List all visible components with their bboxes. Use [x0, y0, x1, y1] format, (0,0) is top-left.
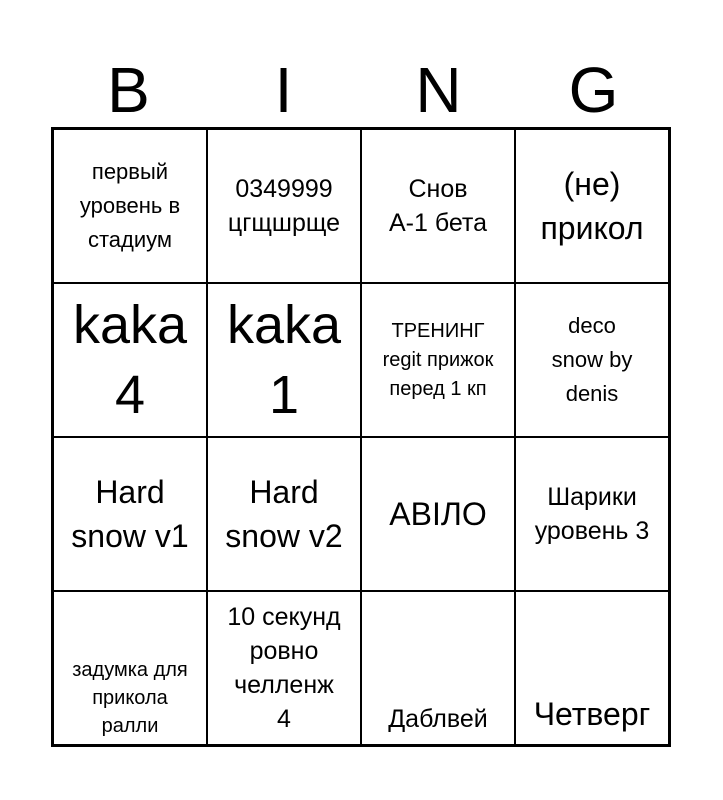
cell-text: АВІЛО: [389, 496, 487, 532]
bingo-cell[interactable]: [515, 591, 669, 745]
bingo-cell[interactable]: [207, 437, 361, 591]
bingo-board: [51, 127, 671, 747]
bingo-cell[interactable]: [361, 437, 515, 591]
cell-text: Шарики уровень 3: [534, 483, 650, 545]
cell-text: 0349999 цгщшрще: [227, 175, 341, 237]
bingo-cell[interactable]: [53, 129, 207, 283]
header-letter-g: G: [568, 54, 619, 126]
bingo-cell[interactable]: [53, 283, 207, 437]
bingo-header: [51, 52, 671, 128]
bingo-cell[interactable]: [207, 283, 361, 437]
cell-text: kaka 4: [72, 295, 188, 425]
bingo-cell[interactable]: [207, 591, 361, 745]
bingo-cell[interactable]: [53, 591, 207, 745]
cell-text: Hard snow v1: [71, 474, 189, 554]
cell-text: ТРЕНИНГ regit прижок перед 1 кп: [382, 319, 494, 400]
cell-text: Даблвей: [388, 705, 488, 733]
cell-text: kaka 1: [226, 295, 342, 425]
cell-text: Hard snow v2: [225, 474, 343, 554]
bingo-cell[interactable]: [361, 591, 515, 745]
bingo-cell[interactable]: [361, 129, 515, 283]
cell-text: (не) прикол: [540, 166, 644, 246]
cell-text: Снов A-1 бета: [388, 175, 488, 237]
bingo-cell[interactable]: [515, 437, 669, 591]
cell-text: задумка для прикола ралли: [72, 659, 188, 737]
bingo-cell[interactable]: [53, 437, 207, 591]
bingo-cell[interactable]: [515, 283, 669, 437]
cell-text: Четверг: [533, 696, 651, 732]
cell-text: первый уровень в стадиум: [79, 159, 181, 252]
bingo-cell[interactable]: [515, 129, 669, 283]
header-letter-i: I: [274, 54, 293, 126]
cell-text: 10 секунд ровно челленж 4: [227, 603, 341, 733]
header-letter-b: B: [107, 54, 150, 126]
bingo-cell[interactable]: [361, 283, 515, 437]
header-letter-n: N: [415, 54, 462, 126]
bingo-cell[interactable]: [207, 129, 361, 283]
cell-text: deco snow by denis: [551, 313, 633, 406]
